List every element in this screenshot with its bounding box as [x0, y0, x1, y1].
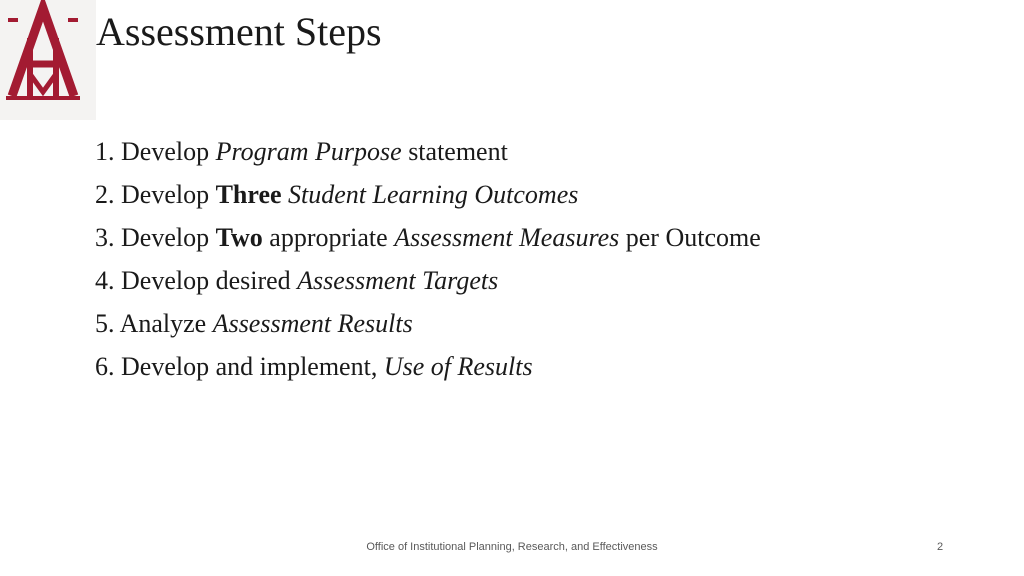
step-text-normal: statement [401, 137, 508, 166]
step-item [95, 130, 761, 173]
step-text-normal: 1. Develop [95, 137, 216, 166]
step-text-normal: 6. Develop and implement, [95, 352, 384, 381]
step-text-italic: Program Purpose [215, 137, 402, 166]
step-text-italic: Assessment Results [212, 309, 413, 338]
slide-title: Assessment Steps [96, 9, 382, 54]
footer-office-name: Office of Institutional Planning, Research, and Effectiveness [366, 541, 658, 553]
step-text-bold: Three [215, 180, 282, 209]
step-text-italic: Use of Results [383, 352, 533, 381]
step-item [95, 302, 761, 345]
step-text-bold: Two [215, 223, 263, 252]
step-text-italic: Assessment Targets [297, 266, 499, 295]
step-text-italic: Assessment Measures [394, 223, 620, 252]
step-text-normal: appropriate [262, 223, 395, 252]
page-number: 2 [936, 541, 944, 553]
step-item [95, 173, 761, 216]
step-text-normal: per Outcome [619, 223, 761, 252]
aamu-logo [0, 0, 96, 120]
step-item [95, 216, 761, 259]
step-text-italic: Student Learning Outcomes [288, 180, 579, 209]
step-item [95, 345, 761, 388]
assessment-steps-list [95, 130, 761, 388]
aamu-monogram-logo-icon [0, 0, 96, 120]
step-text-normal: 4. Develop desired [95, 266, 298, 295]
step-text-normal: 2. Develop [95, 180, 216, 209]
step-text-normal: 3. Develop [95, 223, 216, 252]
step-item [95, 259, 761, 302]
step-text-normal: 5. Analyze [95, 309, 213, 338]
